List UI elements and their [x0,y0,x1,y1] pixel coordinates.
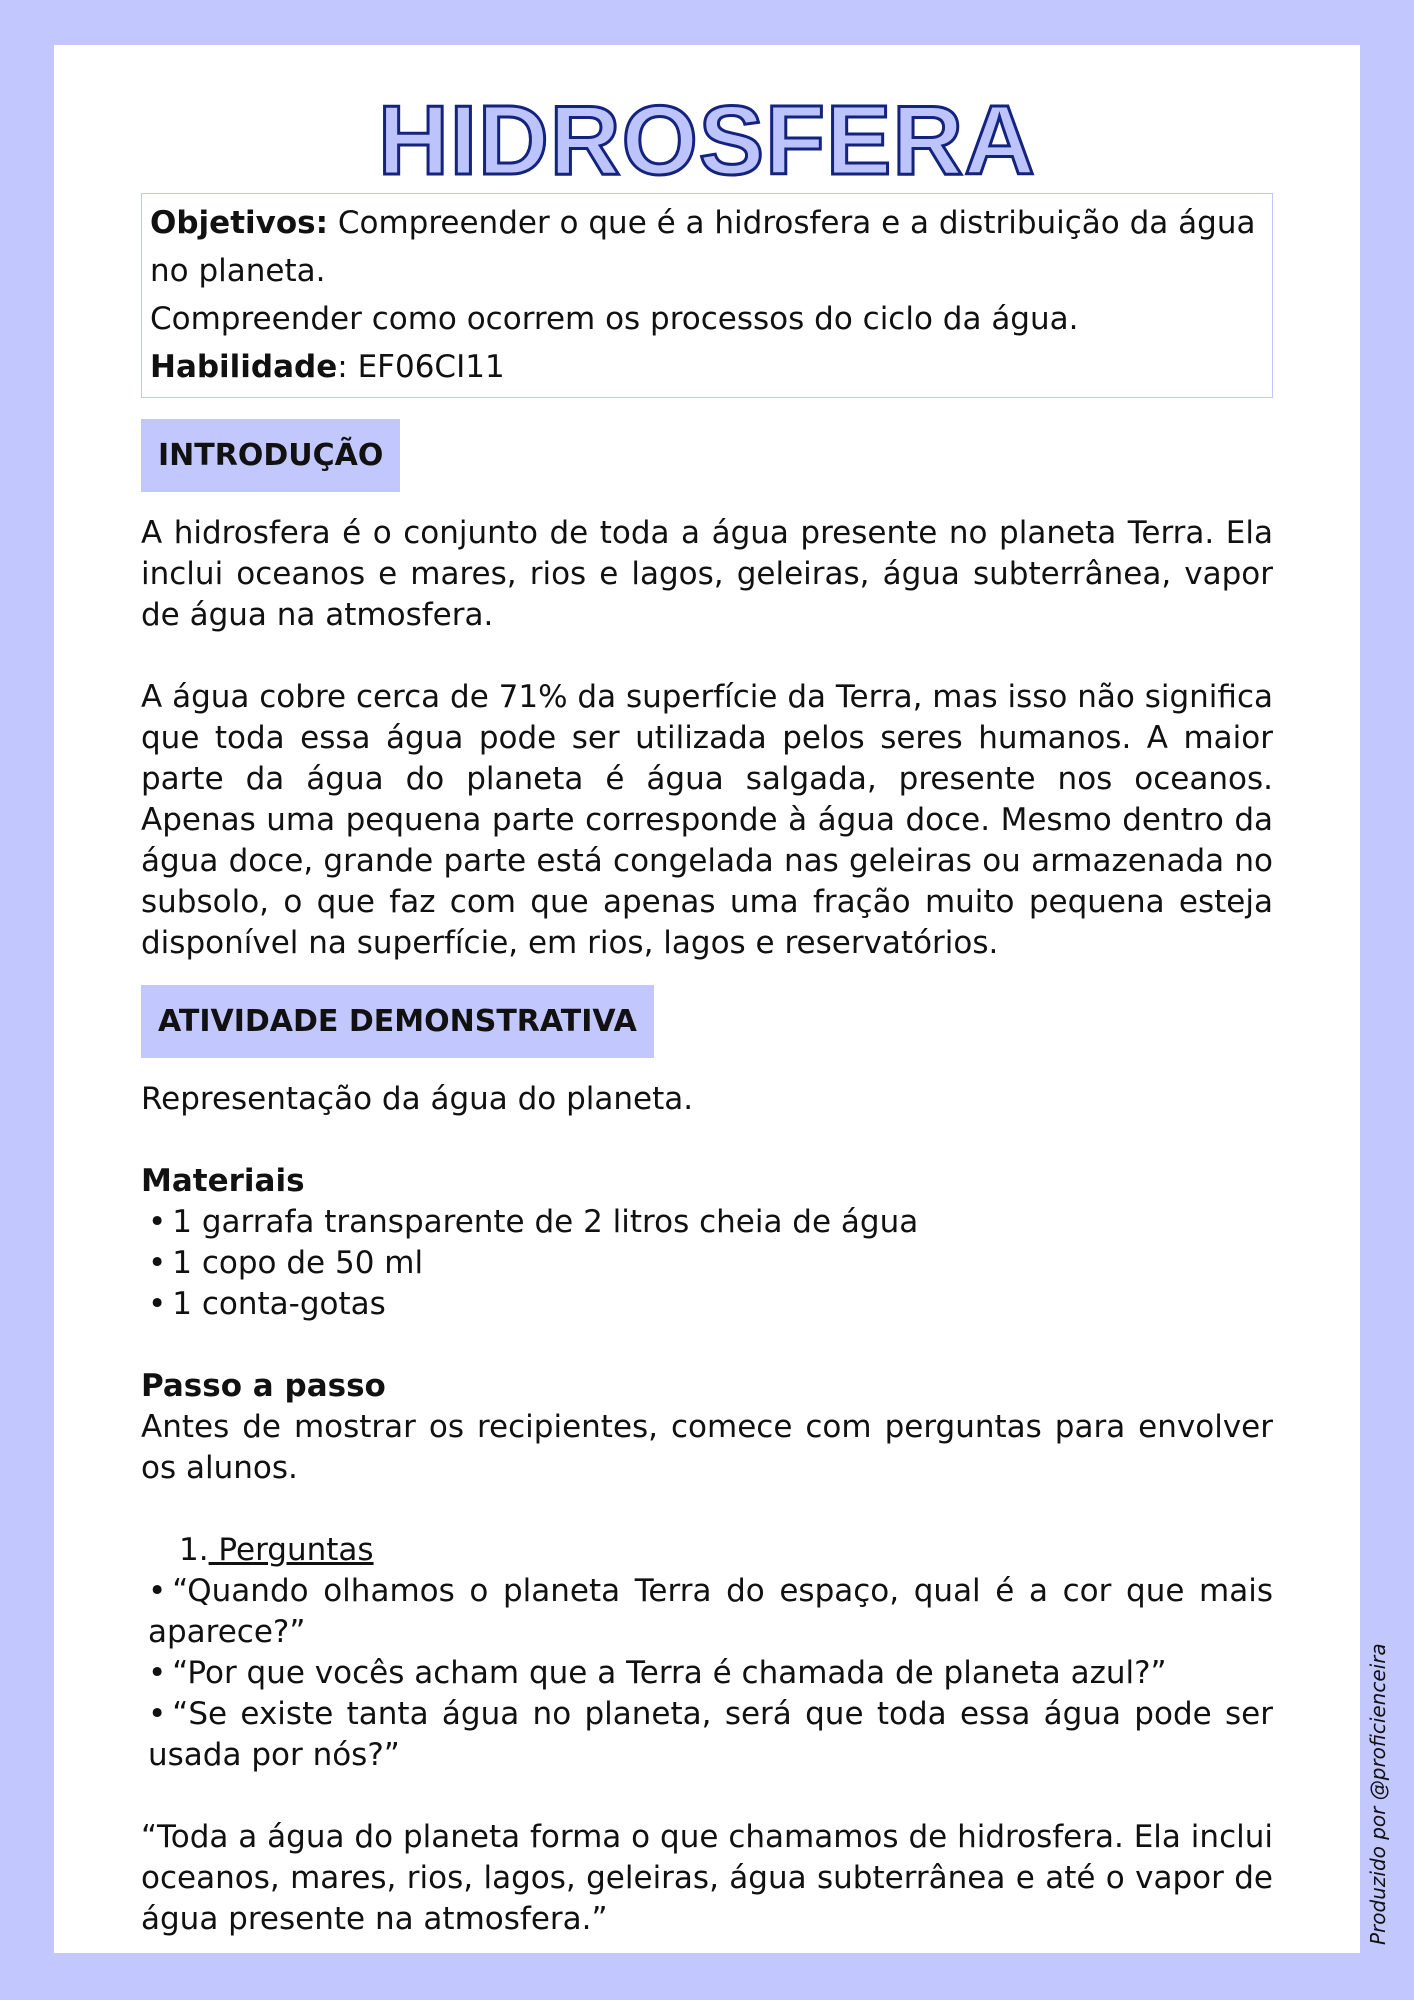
objectives-label: Objetivos: [150,205,328,241]
list-item: • “Quando olhamos o planeta Terra do espaço, qual é a cor que mais aparece?” [148,1573,1273,1650]
number-label: 1. [179,1532,209,1568]
bullet-icon: • [148,1204,167,1240]
intro-paragraph-1: A hidrosfera é o conjunto de toda a água presente no planeta Terra. Ela inclui oceanos e mares, rios e lagos, geleiras, água subterrânea, vapor de água na atmosfera. [141,515,1273,633]
skill-value: : EF06CI11 [337,349,505,385]
numbered-heading [141,1530,1273,1571]
spacer [141,964,1273,985]
bullet-icon: • [148,1286,167,1322]
steps-title: Passo a passo [141,1368,386,1404]
credit-container [1358,1415,1398,1945]
spacer [141,1325,1273,1366]
objectives-text [150,199,1264,295]
list-item: • 1 garrafa transparente de 2 litros cheia de água [148,1204,919,1240]
steps-intro: Antes de mostrar os recipientes, comece com perguntas para envolver os alunos. [141,1409,1273,1486]
bullet-icon: • [148,1696,167,1732]
bullet-icon: • [148,1655,167,1691]
objectives-box [141,193,1273,398]
section-header-activity: ATIVIDADE DEMONSTRATIVA [141,985,654,1058]
spacer [141,1120,1273,1161]
section-header-introduction: INTRODUÇÃO [141,419,400,492]
intro-paragraph-2: A água cobre cerca de 71% da superfície da Terra, mas isso não significa que toda essa água pode ser utilizada pelos seres humanos. A maior parte da água do planeta é água salgada, presente nos oceanos. Apenas uma pequena parte corresponde à água doce. Mesmo dentro da água doce, grande parte está congelada nas geleiras ou armazenada no subsolo, o que faz com que apenas uma fração muito pequena esteja disponível na superfície, em rios, lagos e reservatórios. [141,679,1273,961]
materials-list [141,1202,1273,1325]
list-item: • 1 copo de 50 ml [148,1245,424,1281]
spacer [141,1489,1273,1530]
materials-title: Materiais [141,1163,305,1199]
objectives-line-2: Compreender como ocorrem os processos do ciclo da água. [150,301,1079,337]
credit-text: Produzido por @proficienceira [1366,1643,1390,1945]
questions-list [141,1571,1273,1776]
list-item: • 1 conta-gotas [148,1286,386,1322]
numbered-title: Perguntas [208,1532,374,1568]
skill-label: Habilidade [150,349,338,385]
closing-quote: “Toda a água do planeta forma o que chamamos de hidrosfera. Ela inclui oceanos, mares, rios, lagos, geleiras, água subterrânea e até o vapor de água presente na atmosfera.” [141,1819,1273,1937]
skill-line [150,343,1264,391]
bullet-icon: • [148,1245,167,1281]
list-item: • “Por que vocês acham que a Terra é chamada de planeta azul?” [148,1655,1167,1691]
worksheet-page [54,45,1360,1953]
page-title: HIDROSFERA [378,85,1036,195]
activity-intro: Representação da água do planeta. [141,1081,694,1117]
spacer [141,1776,1273,1817]
spacer [141,636,1273,677]
bullet-icon: • [148,1573,167,1609]
worksheet-content [141,193,1273,1940]
objectives-line-1: Compreender o que é a hidrosfera e a distribuição da água no planeta. [150,205,1256,289]
list-item: • “Se existe tanta água no planeta, será que toda essa água pode ser usada por nós?” [148,1696,1273,1773]
